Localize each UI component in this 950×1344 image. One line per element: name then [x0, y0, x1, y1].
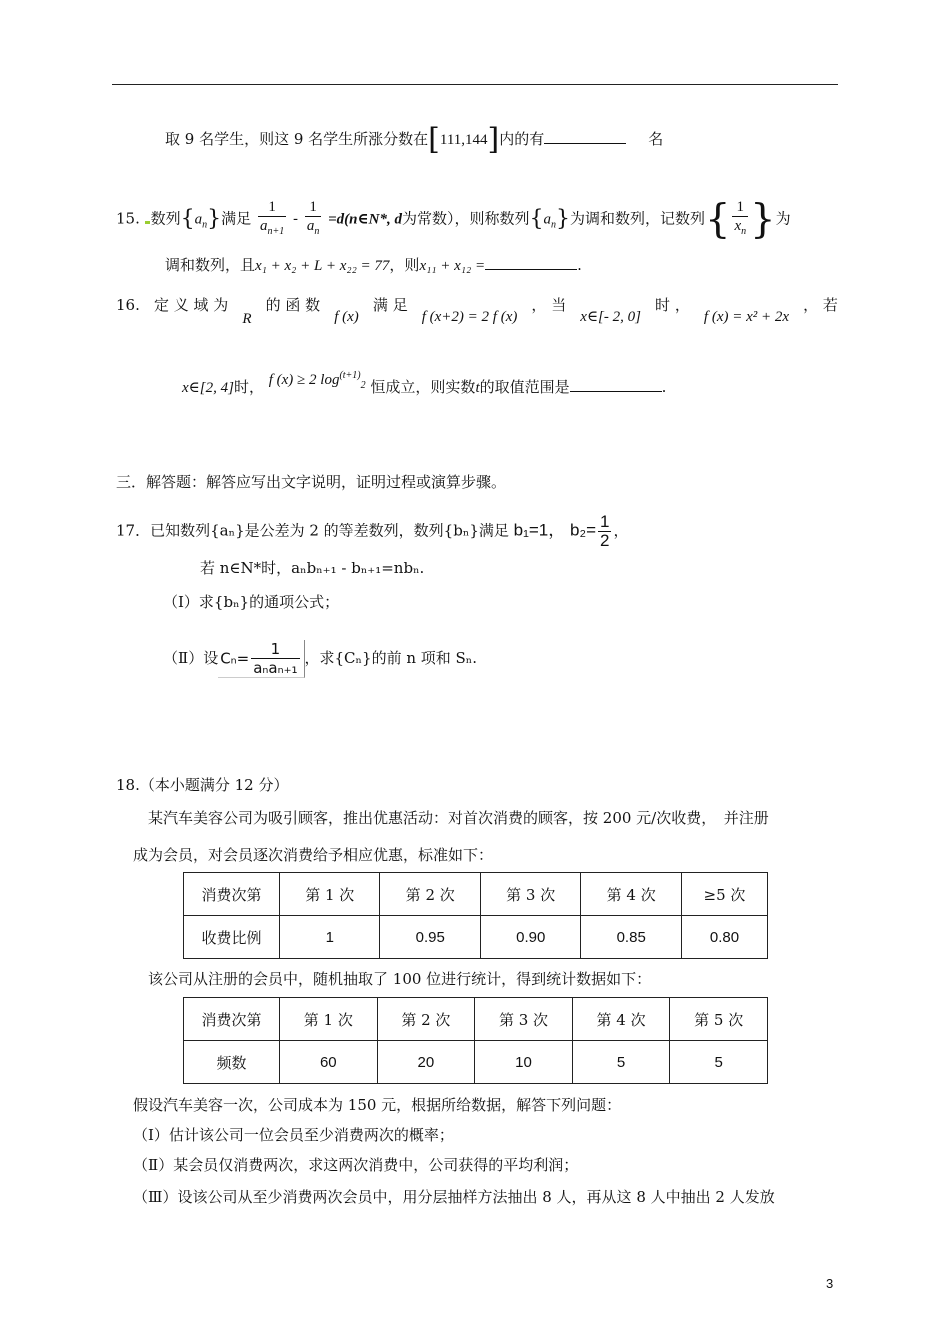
math-t: t [475, 380, 480, 396]
q16-text: 的 函 数 [265, 296, 321, 314]
q15-text: 满足 [221, 209, 252, 228]
table-row [184, 1041, 768, 1084]
section-heading [116, 471, 506, 493]
q18-question-1 [133, 1124, 454, 1146]
table-row [184, 916, 768, 959]
table-cell: 10 [475, 1041, 573, 1084]
period: . [661, 378, 667, 396]
table-cell: 20 [377, 1041, 475, 1084]
q18-q3-text: （Ⅲ）设该公司从至少消费两次会员中，用分层抽样方法抽出 8 人，再从这 8 人中抽出 2 人发放 [133, 1188, 775, 1206]
log-base: 2 [360, 380, 366, 391]
equation: f (x) = x² + 2x [703, 309, 790, 325]
question-number: 15. [116, 209, 140, 228]
q15-text: ，则 [389, 256, 420, 274]
table-cell: 消费次第 [184, 873, 280, 916]
q14-text: 取 9 名学生，则这 9 名学生所涨分数在 [165, 130, 429, 148]
table-cell: 第 2 次 [380, 873, 480, 916]
table-row [184, 998, 768, 1041]
discount-table [183, 872, 768, 959]
table-cell: 第 1 次 [280, 873, 380, 916]
q18-para-1 [148, 807, 769, 829]
table-cell: 收费比例 [184, 916, 280, 959]
table-cell: ≥5 次 [681, 873, 767, 916]
b1-value: b₁=1， [513, 520, 566, 540]
q16-line-1 [116, 294, 838, 327]
q14-tail-line: 取 9 名学生，则这 9 名学生所涨分数在[111,144]内的有 名 [165, 122, 664, 157]
table-cell: 5 [670, 1041, 768, 1084]
comma: ， [613, 521, 629, 540]
table-cell: 5 [572, 1041, 670, 1084]
frac-num: 1 [268, 199, 276, 215]
q18-text: 某汽车美容公司为吸引顾客，推出优惠活动：对首次消费的顾客，按 200 元/次收费， 并注册 [148, 809, 769, 827]
q18-q2-text: （Ⅱ）某会员仅消费两次，求这两次消费中，公司获得的平均利润； [133, 1156, 579, 1174]
table-cell: 第 3 次 [475, 998, 573, 1041]
equation: =d(n∈N*, d [328, 211, 402, 228]
header-rule [112, 84, 838, 85]
q18-text: 成为会员，对会员逐次消费给予相应优惠，标准如下： [133, 846, 494, 864]
frac-den: aₙaₙ₊₁ [253, 659, 298, 677]
table-cell: 频数 [184, 1041, 280, 1084]
fraction [598, 513, 611, 550]
q15-text: 调和数列，且 [165, 256, 256, 274]
frac-den: a [259, 218, 268, 234]
equation: x∈[2, 4] [182, 380, 234, 396]
answer-blank [544, 128, 626, 144]
table-cell: 0.80 [681, 916, 767, 959]
table-cell: 0.90 [480, 916, 580, 959]
q17-part-1-text: （Ⅰ）求{bₙ}的通项公式； [163, 593, 340, 611]
q18-q1-text: （Ⅰ）估计该公司一位会员至少消费两次的概率； [133, 1126, 454, 1144]
period: . [577, 256, 582, 274]
frac-num: 1 [270, 640, 281, 658]
q18-question-3 [133, 1186, 775, 1208]
q14-text-b: 内的有 [499, 130, 545, 148]
q18-para-4 [133, 1094, 621, 1116]
q18-text: 假设汽车美容一次，公司成本为 150 元，根据所给数据，解答下列问题： [133, 1096, 622, 1114]
frac-num: 1 [736, 199, 745, 215]
fraction [305, 198, 322, 241]
q17-condition: 若 n∈N*时，aₙbₙ₊₁ - bₙ₊₁=nbₙ. [200, 559, 425, 577]
equation: x₁ + x₂ + L + x₂₂ = 77 [255, 258, 390, 274]
q17-line-1 [116, 513, 628, 550]
q16-line-2 [182, 370, 667, 405]
edit-mark [145, 221, 150, 224]
fraction [258, 198, 286, 241]
q18-para-2 [133, 844, 493, 866]
q14-unit: 名 [648, 130, 664, 148]
q18-head [116, 774, 288, 796]
equation: f (x+2) = 2 f (x) [421, 309, 518, 325]
q17-text: 17．已知数列{aₙ}是公差为 2 的等差数列，数列{bₙ}满足 [116, 521, 509, 540]
q16-text: 时 ， [655, 296, 690, 314]
seq-a: a [194, 211, 203, 228]
frac-den: a [306, 218, 315, 234]
b2-label: b₂= [570, 520, 596, 540]
math-fx: f (x) [334, 309, 359, 325]
log-exponent: (t+1) [339, 370, 361, 381]
q15-line-2 [165, 254, 582, 277]
q16-text: ， 若 [803, 296, 838, 314]
q18-title: 18.（本小题满分 12 分） [116, 776, 289, 794]
q18-text: 该公司从注册的会员中，随机抽取了 100 位进行统计，得到统计数据如下： [148, 970, 652, 988]
question-number: 16. [116, 296, 140, 314]
table-cell: 60 [280, 1041, 378, 1084]
answer-blank [485, 254, 577, 270]
equation: x∈[- 2, 0] [580, 309, 641, 325]
q16-text: 恒成立，则实数 [370, 378, 476, 396]
table-cell: 第 2 次 [377, 998, 475, 1041]
fraction [732, 198, 748, 241]
q17-part-2-text: ，求{Cₙ}的前 n 项和 Sₙ. [304, 649, 478, 667]
cn-formula [218, 640, 304, 678]
q15-line-1: 15. 数列$\{a_n\}$满足 $\frac{1}{a_{n+1}}$ - $\frac{1}{a_n}$ =d(n∈N*, d为常数），则称数列$\{a_n\}$为调和数列，记数列{ $\frac{1}{x_n}$ }为 [116, 196, 791, 243]
q14-interval: 111,144 [439, 132, 488, 148]
q15-text: 数列 [150, 209, 181, 228]
page-number: 3 [826, 1276, 834, 1291]
frac-den: 2 [600, 531, 610, 550]
math-R: R [242, 311, 252, 327]
frac-den: x [734, 218, 742, 234]
minus-sign: - [292, 209, 299, 228]
frequency-table [183, 997, 768, 1084]
q15-text: 为调和数列，记数列 [569, 209, 705, 228]
sub-n: n [202, 219, 208, 231]
table-cell: 消费次第 [184, 998, 280, 1041]
sub: n [314, 226, 320, 237]
frac-num: 1 [309, 199, 317, 215]
q18-para-3 [148, 968, 651, 990]
inequality: f (x) ≥ 2 log [268, 372, 340, 388]
table-cell: 第 4 次 [581, 873, 681, 916]
q17-line-2 [200, 557, 424, 579]
seq-a: a [543, 211, 551, 228]
table-row [184, 873, 768, 916]
table-cell: 0.95 [380, 916, 480, 959]
table-cell: 第 3 次 [480, 873, 580, 916]
q17-part-2 [163, 640, 477, 678]
table-cell: 第 4 次 [572, 998, 670, 1041]
answer-blank [570, 376, 662, 392]
table-cell: 第 5 次 [670, 998, 768, 1041]
q16-text: ， 当 [531, 296, 567, 314]
table-cell: 0.85 [581, 916, 681, 959]
sub: n [741, 226, 747, 237]
table-cell: 第 1 次 [280, 998, 378, 1041]
fraction [251, 640, 299, 677]
q17-part-1 [163, 591, 339, 613]
table-cell: 1 [280, 916, 380, 959]
q16-text: 满 足 [372, 296, 408, 314]
q15-text: 为 [775, 209, 791, 228]
section-3-title: 三．解答题：解答应写出文字说明，证明过程或演算步骤。 [116, 473, 507, 491]
sub-n: n [550, 219, 556, 231]
q16-text: 时， [233, 378, 264, 396]
q18-question-2 [133, 1154, 578, 1176]
cn-label: Cₙ= [220, 649, 250, 668]
frac-num: 1 [600, 512, 610, 531]
q15-text: 为常数），则称数列 [401, 209, 530, 228]
sub: n+1 [267, 226, 285, 237]
q16-text: 定 义 域 为 [153, 296, 229, 314]
q17-part-2-text: （Ⅱ）设 [163, 649, 219, 667]
q16-text: 的取值范围是 [479, 378, 570, 396]
equation: x₁₁ + x₁₂ = [419, 258, 486, 274]
